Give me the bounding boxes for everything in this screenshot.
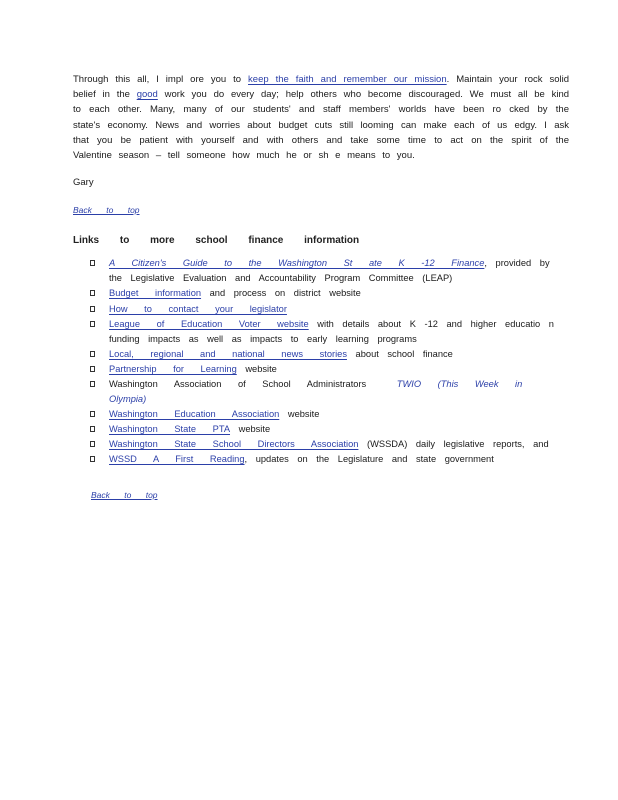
bullet-icon	[90, 411, 95, 417]
link-description: (WSSDA) daily legislative reports, and	[358, 439, 549, 450]
paragraph-text: Through this all, I impl ore you to	[73, 74, 249, 85]
keep-faith-link[interactable]: keep the faith and remember our mission	[248, 74, 447, 85]
list-item	[90, 452, 569, 467]
bullet-icon	[90, 260, 95, 266]
list-item	[90, 437, 569, 452]
first-reading-link[interactable]: WSSD A First Reading	[109, 454, 245, 465]
list-item	[90, 302, 569, 317]
back-to-top-link-bottom[interactable]: Back to top	[91, 489, 158, 500]
list-item	[90, 317, 569, 347]
bullet-icon	[90, 381, 95, 387]
contact-legislator-link[interactable]: How to contact your legislator	[109, 303, 287, 314]
list-item	[90, 256, 569, 286]
document-body	[73, 72, 569, 503]
league-education-voter-link[interactable]: League of Education Voter website	[109, 318, 309, 329]
bullet-icon	[90, 306, 95, 312]
link-description: website	[279, 409, 320, 420]
bullet-icon	[90, 441, 95, 447]
list-item	[90, 422, 569, 437]
list-item	[90, 347, 569, 362]
wea-link[interactable]: Washington Education Association	[109, 409, 280, 420]
closing-paragraph	[73, 72, 569, 163]
bullet-icon	[90, 426, 95, 432]
bullet-icon	[90, 351, 95, 357]
state-pta-link[interactable]: Washington State PTA	[109, 424, 231, 435]
paragraph-text: . Maintain your rock solid belief in the	[73, 74, 569, 101]
news-stories-link[interactable]: Local, regional and national news stories	[109, 348, 347, 359]
list-item	[90, 362, 569, 377]
list-item	[90, 286, 569, 301]
section-heading: Links to more school finance information	[73, 235, 360, 247]
link-description: , updates on the Legislature and state government	[244, 454, 494, 465]
link-description: with details about K -12 and higher educatio n funding impacts as well as impacts to early learning programs	[109, 318, 554, 344]
budget-information-link[interactable]: Budget information	[109, 288, 202, 299]
wssda-link[interactable]: Washington State School Directors Association	[109, 439, 359, 450]
bullet-icon	[90, 366, 95, 372]
link-description: website	[230, 424, 271, 435]
link-description: and process on district website	[201, 288, 361, 299]
good-work-link[interactable]: good	[136, 89, 158, 101]
twio-link[interactable]: TWIO (This Week in Olympia)	[109, 378, 523, 405]
bullet-icon	[90, 290, 95, 296]
paragraph-text: work you do every day; help others who become discouraged. We must all be kind to each other. Many, many of our students' and staff members' worlds have been ro cked by the state's economy. News and worries about budget cuts still looming can make each of us edgy. I ask that you be patient with yourself and with others and take some time to act on the spirit of the Valentine season – tell someone how much he or sh e means to you.	[73, 89, 570, 162]
bullet-icon	[90, 456, 95, 462]
link-description: website	[236, 363, 277, 374]
citizens-guide-link[interactable]: A Citizen's Guide to the Washington St ate K -12 Finance	[109, 258, 485, 269]
link-description: , provided by the Legislative Evaluation and Accountability Program Committee (LEAP)	[109, 258, 550, 284]
signature: Gary	[73, 177, 94, 189]
partnership-learning-link[interactable]: Partnership for Learning	[109, 363, 237, 374]
link-prefix: Washington Association of School Administrators	[109, 378, 383, 389]
back-to-top-link[interactable]: Back to top	[73, 205, 140, 216]
finance-links-list	[73, 256, 569, 467]
bullet-icon	[90, 321, 95, 327]
link-description: about school finance	[346, 348, 453, 359]
list-item	[90, 377, 569, 407]
list-item	[90, 407, 569, 422]
